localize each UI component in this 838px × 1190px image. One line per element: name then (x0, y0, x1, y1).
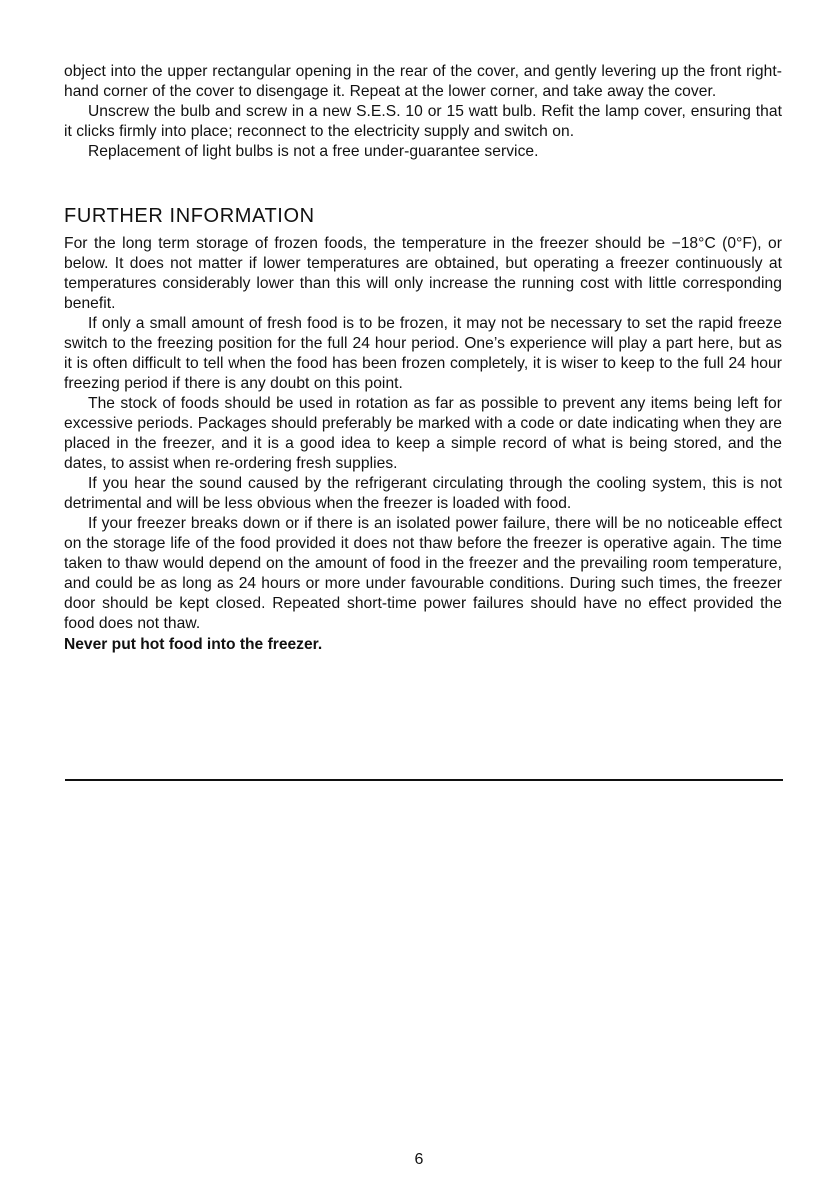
horizontal-rule (65, 779, 783, 781)
section-paragraph-2: If only a small amount of fresh food is to be frozen, it may not be necessary to set the rapid freeze switch to the freezing position for the full 24 hour period. One’s experience will play a part here, but as it is often difficult to tell when the food has been frozen completely, it is wiser to keep to the full 24 hour freezing period if there is any doubt on this point. (64, 315, 782, 392)
document-page (64, 62, 782, 656)
section-paragraph-1: For the long term storage of frozen foods, the temperature in the freezer should be −18°C (0°F), or below. It does not matter if lower temperatures are obtained, but operating a freezer continuously at temperatures considerably lower than this will only increase the running cost with little corresponding benefit. (64, 235, 782, 312)
intro-paragraph-1: object into the upper rectangular opening in the rear of the cover, and gently levering up the front right-hand corner of the cover to disengage it. Repeat at the lower corner, and take away the cover. (64, 63, 782, 100)
section-paragraph-4: If you hear the sound caused by the refrigerant circulating through the cooling system, this is not detrimental and will be less obvious when the freezer is loaded with food. (64, 475, 782, 512)
section-heading: FURTHER INFORMATION (64, 205, 315, 227)
warning-note: Never put hot food into the freezer. (64, 636, 323, 653)
page-number: 6 (414, 1151, 424, 1168)
section-paragraph-5: If your freezer breaks down or if there is an isolated power failure, there will be no noticeable effect on the storage life of the food provided it does not thaw before the freezer is operative again. The time taken to thaw would depend on the amount of food in the freezer and the prevailing room temperature, and could be as long as 24 hours or more under favourable conditions. During such times, the freezer door should be kept closed. Repeated short-time power failures should have no effect provided the food does not thaw. (64, 515, 782, 632)
intro-paragraph-3: Replacement of light bulbs is not a free under-guarantee service. (88, 143, 539, 160)
intro-paragraph-2: Unscrew the bulb and screw in a new S.E.S. 10 or 15 watt bulb. Refit the lamp cover, ensuring that it clicks firmly into place; reconnect to the electricity supply and switch on. (64, 103, 782, 140)
section-paragraph-3: The stock of foods should be used in rotation as far as possible to prevent any items being left for excessive periods. Packages should preferably be marked with a code or date indicating when they are placed in the freezer, and it is a good idea to keep a simple record of what is being stored, and the dates, to assist when re-ordering fresh supplies. (64, 395, 782, 472)
